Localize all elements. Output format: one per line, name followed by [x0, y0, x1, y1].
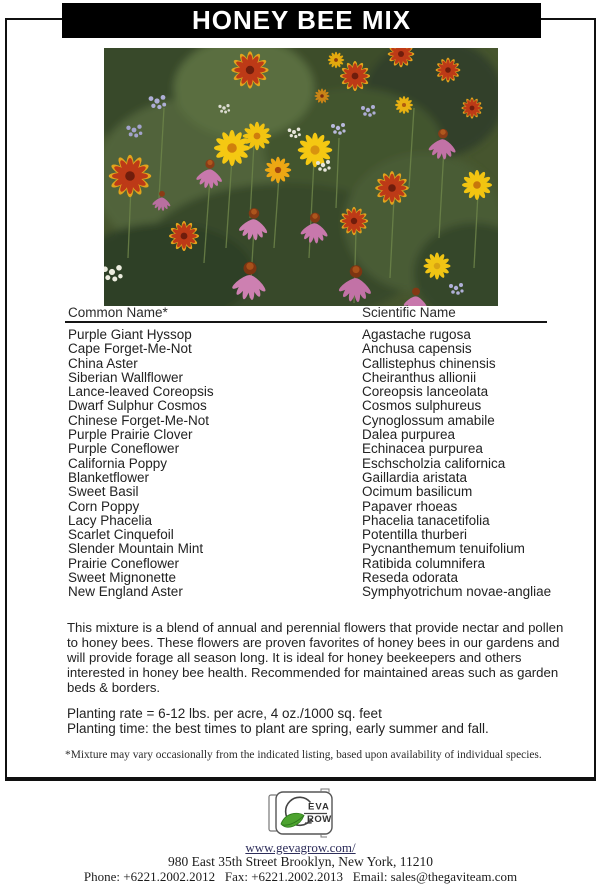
- species-scientific-name: Agastache rugosa: [362, 327, 471, 342]
- species-common-name: Sweet Basil: [68, 484, 139, 500]
- wildflower-photo: [104, 48, 498, 306]
- species-scientific-name: Anchusa capensis: [362, 341, 472, 357]
- mixture-footnote: *Mixture may vary occasionally from the indicated listing, based upon availability of individual species.: [65, 749, 542, 761]
- species-scientific-name: Ratibida columnifera: [362, 555, 486, 571]
- species-scientific-name: Gaillardia aristata: [362, 469, 468, 485]
- species-common-name: Sweet Mignonette: [68, 570, 177, 586]
- species-scientific-name: Dalea purpurea: [362, 427, 456, 443]
- species-common-name: Purple Prairie Clover: [68, 427, 193, 443]
- species-common-name: Lance-leaved Coreopsis: [68, 384, 214, 400]
- mixture-description: This mixture is a blend of annual and perennial flowers that provide nectar and pollen to honey bees. These flowers are proven favorites of honey bees in our gardens and will provide forage all season long. It is ideal for honey beekeepers and others interested in honey bee health. Recommended for maintained areas such as garden beds & borders.: [67, 620, 564, 695]
- species-common-name: California Poppy: [68, 455, 168, 471]
- species-scientific-name: Papaver rhoeas: [362, 498, 458, 514]
- contact-line: Phone: +6221.2002.2012 Fax: +6221.2002.2013 Email: sales@thegaviteam.com: [83, 869, 518, 884]
- species-common-name: China Aster: [68, 355, 138, 371]
- species-scientific-name: Phacelia tanacetifolia: [362, 512, 490, 528]
- species-common-name: Scarlet Cinquefoil: [68, 527, 174, 543]
- species-scientific-name: Symphyotrichum novae-angliae: [362, 584, 552, 600]
- species-scientific-name: Cosmos sulphureus: [362, 398, 482, 414]
- street-address: 980 East 35th Street Brooklyn, New York, 11210: [168, 854, 433, 869]
- species-scientific-name: Eschscholzia californica: [362, 455, 506, 471]
- species-table: [68, 328, 555, 600]
- species-common-name: New England Aster: [68, 584, 183, 600]
- common-name-column-header: Common Name*: [68, 305, 168, 320]
- geva-grow-logo: [259, 788, 343, 838]
- species-common-name: Dwarf Sulphur Cosmos: [68, 398, 207, 414]
- species-scientific-name: Potentilla thurberi: [362, 527, 468, 543]
- table-header-rule: [65, 321, 547, 323]
- species-common-name: Chinese Forget-Me-Not: [68, 412, 210, 428]
- svg-text:ROW: ROW: [307, 814, 332, 825]
- planting-rate-text: Planting rate = 6-12 lbs. per acre, 4 oz./1000 sq. feet: [67, 706, 382, 721]
- species-common-name: Cape Forget-Me-Not: [68, 341, 192, 357]
- species-scientific-name: Coreopsis lanceolata: [362, 384, 489, 400]
- title-bar: [62, 3, 541, 38]
- species-common-name: Purple Coneflower: [68, 441, 180, 457]
- species-common-name: Slender Mountain Mint: [68, 541, 204, 557]
- species-scientific-name: Echinacea purpurea: [362, 441, 483, 457]
- species-common-name: Siberian Wallflower: [68, 369, 184, 385]
- planting-time-text: Planting time: the best times to plant are spring, early summer and fall.: [67, 721, 489, 736]
- species-scientific-name: Callistephus chinensis: [362, 355, 496, 371]
- species-scientific-name: Cynoglossum amabile: [362, 412, 495, 428]
- species-scientific-name: Ocimum basilicum: [362, 484, 473, 500]
- scientific-name-column-header: Scientific Name: [362, 305, 456, 320]
- website-link[interactable]: www.gevagrow.com/: [245, 840, 356, 855]
- species-scientific-name: Pycnanthemum tenuifolium: [362, 541, 525, 557]
- species-common-name: Purple Giant Hyssop: [68, 327, 192, 342]
- page-title: HONEY BEE MIX: [191, 5, 412, 35]
- svg-text:EVA: EVA: [308, 801, 330, 813]
- species-common-name: Blanketflower: [68, 469, 150, 485]
- species-common-name: Prairie Coneflower: [68, 555, 180, 571]
- species-common-name: Corn Poppy: [68, 498, 140, 514]
- species-scientific-name: Reseda odorata: [362, 570, 459, 586]
- species-scientific-name: Cheiranthus allionii: [362, 369, 477, 385]
- species-common-name: Lacy Phacelia: [68, 512, 153, 528]
